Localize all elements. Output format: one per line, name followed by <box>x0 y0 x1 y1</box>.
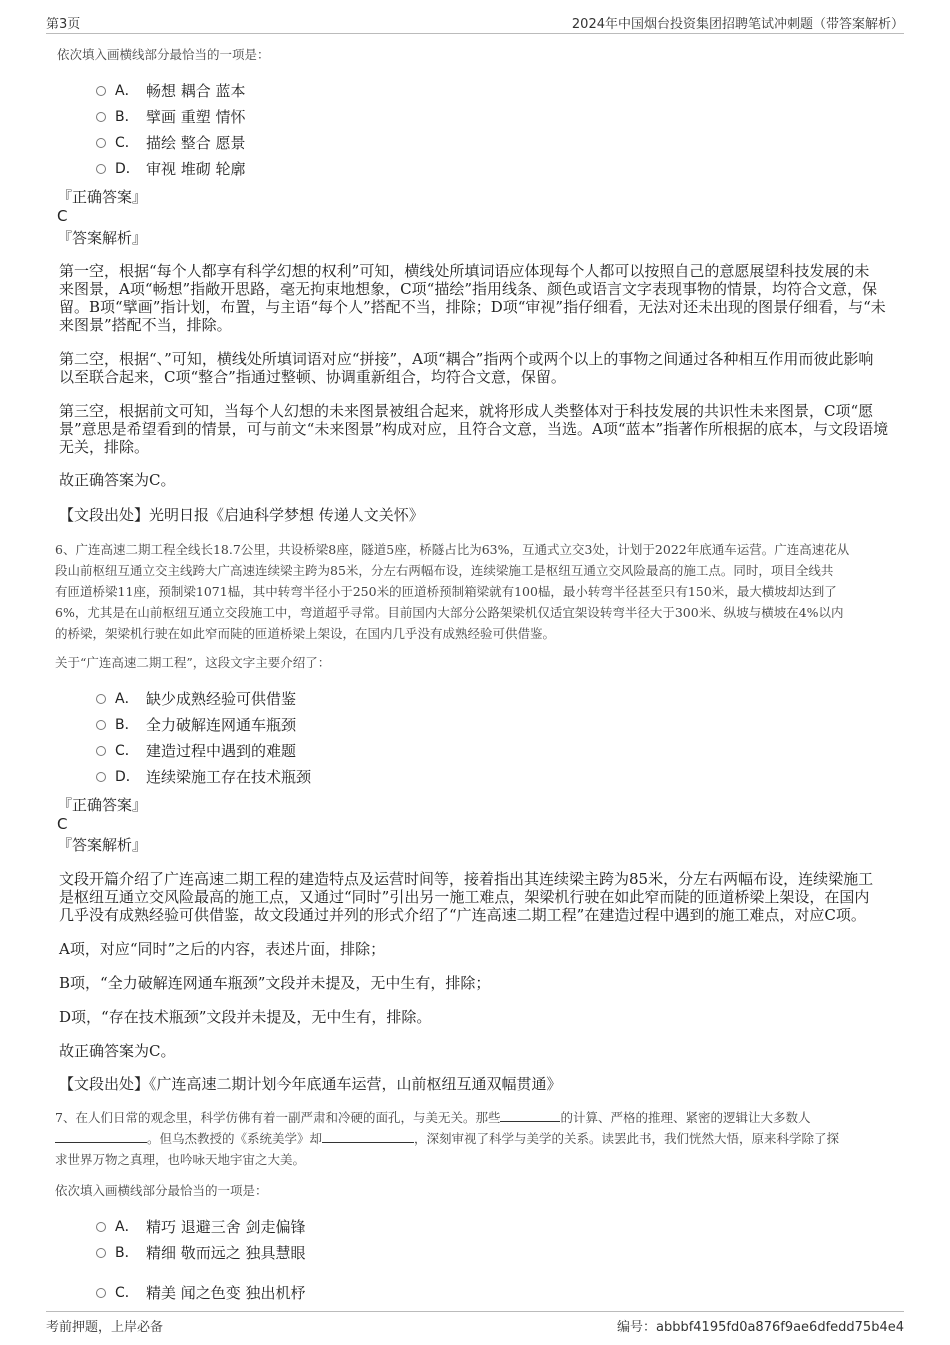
blank-2 <box>55 1128 147 1143</box>
q6-analysis-b: B项，“全力破解连网通车瓶颈”文段并未提及，无中生有，排除； <box>59 974 491 992</box>
footer-divider <box>46 1311 904 1312</box>
q6-option-c[interactable]: C． 建造过程中遇到的难题 <box>96 741 296 761</box>
q5-option-a[interactable]: A． 畅想 耦合 蓝本 <box>96 81 246 101</box>
radio-icon[interactable] <box>96 86 106 96</box>
q7-option-c[interactable]: C． 精美 闻之色变 独出机杼 <box>96 1283 306 1303</box>
radio-icon[interactable] <box>96 746 106 756</box>
document-title: 2024年中国烟台投资集团招聘笔试冲刺题（带答案解析） <box>571 17 904 32</box>
q7-option-b[interactable]: B． 精细 敬而远之 独具慧眼 <box>96 1243 306 1263</box>
radio-icon[interactable] <box>96 694 106 704</box>
q6-option-d[interactable]: D． 连续梁施工存在技术瓶颈 <box>96 767 311 787</box>
q5-option-c[interactable]: C． 描绘 整合 愿景 <box>96 133 246 153</box>
q7-prompt: 依次填入画横线部分最恰当的一项是： <box>55 1183 268 1198</box>
footer-code: 编号：abbbf4195fd0a876f9ae6dfedd75b4e4 <box>616 1320 904 1335</box>
q6-analysis-a: A项，对应“同时”之后的内容，表述片面，排除； <box>59 940 386 958</box>
blank-1 <box>500 1107 560 1122</box>
q5-option-d[interactable]: D． 审视 堆砌 轮廓 <box>96 159 246 179</box>
q5-analysis-para-2: 第二空，根据“、”可知，横线处所填词语对应“拼接”，A项“耦合”指两个或两个以上的事物之间通过各种相互作用而彼此影响 以至联合起来，C项“整合”指通过整顿、协调重新组合，均符合文意，保留。 <box>59 350 874 386</box>
q6-passage: 6、广连高速二期工程全线长18.7公里，共设桥梁8座，隧道5座，桥隧占比为63%，互通式立交3处，计划于2022年底通车运营。广连高速花从 段山前枢纽互通立交主线跨大广高速连续梁主跨为85米，分左右两幅布设，连续梁施工是枢纽互通立交风险最高的施工点。同时，项目全线共 有匝道桥梁11座，预制梁1071榀，其中转弯半径小于250米的匝道桥预制箱梁就有100榀，最小转弯半径甚至只有150米，最大横坡却达到了 6%，尤其是在山前枢纽互通立交段施工中，弯道超乎寻常。目前国内大部分公路架梁机仅适宜架设转弯半径大于300米、纵坡与横坡在4%以内 的桥梁，架梁机行驶在如此窄而陡的匝道桥梁上架设，在国内几乎没有成熟经验可供借鉴。 <box>55 542 850 641</box>
q6-analysis-para-1: 文段开篇介绍了广连高速二期工程的建造特点及运营时间等，接着指出其连续梁主跨为85米，分左右两幅布设，连续梁施工 是枢纽互通立交风险最高的施工点，又通过“同时”引出另一施工难点，架梁机行驶在如此窄而陡的匝道桥梁上架设，在国内 几乎没有成熟经验可供借鉴，故文段通过并列的形式介绍了“广连高速二期工程”在建造过程中遇到的施工难点，对应C项。 <box>59 870 874 924</box>
q6-analysis-d: D项，“存在技术瓶颈”文段并未提及，无中生有，排除。 <box>59 1008 432 1026</box>
q5-analysis-label: 『答案解析』 <box>57 229 148 247</box>
radio-icon[interactable] <box>96 112 106 122</box>
q5-answer-label: 『正确答案』 <box>57 188 148 206</box>
q5-source: 【文段出处】光明日报《启迪科学梦想 传递人文关怀》 <box>59 506 424 524</box>
blank-3 <box>322 1128 414 1143</box>
radio-icon[interactable] <box>96 164 106 174</box>
q5-analysis-para-3: 第三空，根据前文可知，当每个人幻想的未来图景被组合起来，就将形成人类整体对于科技发展的共识性未来图景，C项“愿 景”意思是希望看到的情景，可与前文“未来图景”构成对应，且符合文意，当选。A项“蓝本”指著作所根据的底本，与文段语境 无关，排除。 <box>59 402 889 456</box>
q5-prompt: 依次填入画横线部分最恰当的一项是： <box>57 47 270 62</box>
radio-icon[interactable] <box>96 1248 106 1258</box>
radio-icon[interactable] <box>96 772 106 782</box>
page-number: 第3页 <box>46 17 81 32</box>
q5-answer: C <box>57 207 68 225</box>
q6-option-b[interactable]: B． 全力破解连网通车瓶颈 <box>96 715 296 735</box>
q6-answer: C <box>57 815 68 833</box>
q6-conclusion: 故正确答案为C。 <box>59 1042 176 1060</box>
q5-option-b[interactable]: B． 擘画 重塑 情怀 <box>96 107 246 127</box>
radio-icon[interactable] <box>96 138 106 148</box>
q5-analysis-para-1: 第一空，根据“每个人都享有科学幻想的权利”可知，横线处所填词语应体现每个人都可以按照自己的意愿展望科技发展的未 来图景，A项“畅想”指敞开思路，毫无拘束地想象，C项“描绘”指用线条、颜色或语言文字表现事物的情景，均符合文意，保 留。B项“擘画”指计划，布置，与主语“每个人”搭配不当，排除；D项“审视”指仔细看，无法对还未出现的图景仔细看，与“未 来图景”搭配不当，排除。 <box>59 262 886 334</box>
radio-icon[interactable] <box>96 720 106 730</box>
footer-slogan: 考前押题，上岸必备 <box>46 1320 164 1335</box>
q7-option-a[interactable]: A． 精巧 退避三舍 剑走偏锋 <box>96 1217 306 1237</box>
q5-conclusion: 故正确答案为C。 <box>59 471 176 489</box>
radio-icon[interactable] <box>96 1222 106 1232</box>
header-divider <box>46 33 904 34</box>
radio-icon[interactable] <box>96 1288 106 1298</box>
q7-passage: 7、在人们日常的观念里，科学仿佛有着一副严肃和冷硬的面孔，与美无关。那些 的计算、严格的推理、紧密的逻辑让大多数人 。但乌杰教授的《系统美学》却 ，深刻审视了科学与美学的关系。读罢此书，我们恍然大悟，原来科学除了探 求世界万物之真理，也吟咏天地宇宙之大美。 <box>55 1107 839 1170</box>
q6-analysis-label: 『答案解析』 <box>57 836 148 854</box>
q6-answer-label: 『正确答案』 <box>57 796 148 814</box>
q6-prompt: 关于“广连高速二期工程”，这段文字主要介绍了： <box>55 655 331 670</box>
q6-option-a[interactable]: A． 缺少成熟经验可供借鉴 <box>96 689 296 709</box>
q6-source: 【文段出处】《广连高速二期计划今年底通车运营，山前枢纽互通双幅贯通》 <box>59 1075 562 1093</box>
